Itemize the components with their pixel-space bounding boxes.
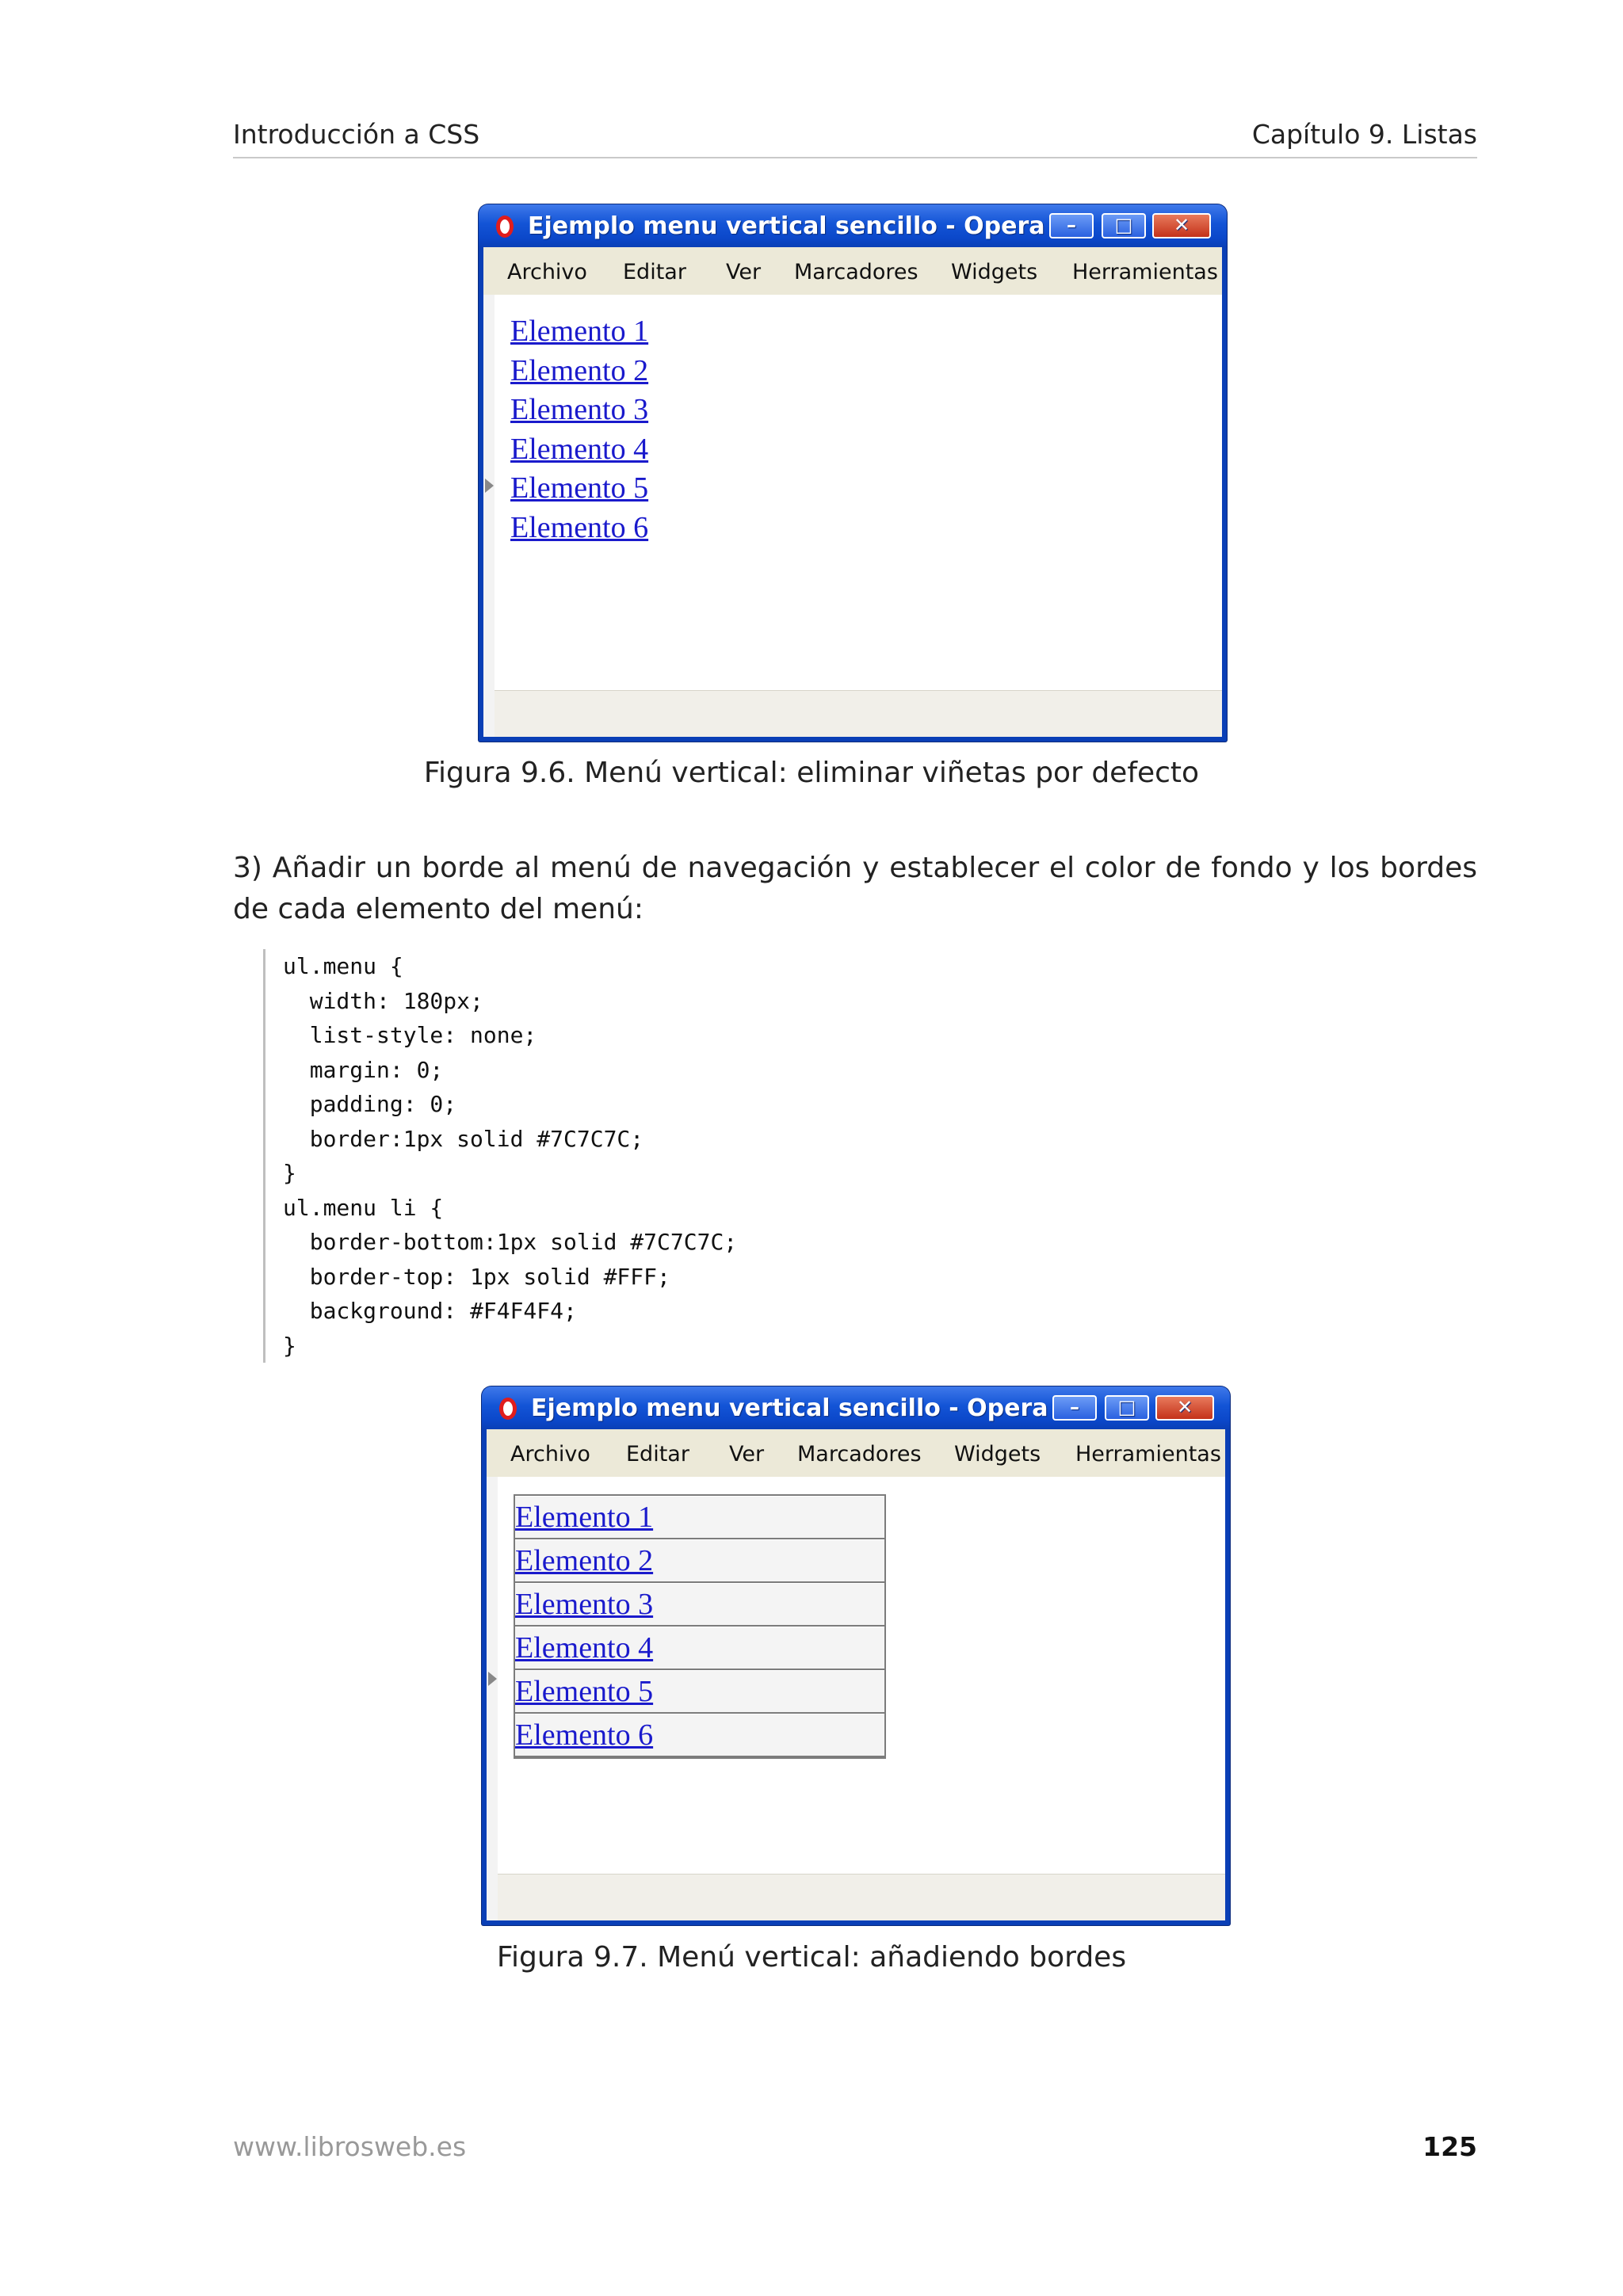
window-title: Ejemplo menu vertical sencillo - Opera — [531, 1394, 1048, 1422]
list-item[interactable]: Elemento 6 — [510, 510, 649, 544]
code-block — [263, 949, 737, 1363]
minimize-button[interactable]: – — [1049, 213, 1094, 238]
page-number: 125 — [1423, 2131, 1477, 2162]
panel-toggle-icon[interactable] — [488, 1672, 497, 1686]
maximize-button[interactable]: □ — [1102, 213, 1146, 238]
menu-bar — [487, 1429, 1225, 1477]
list-item[interactable]: Elemento 3 — [510, 393, 649, 427]
figure-2-caption: Figura 9.7. Menú vertical: añadiendo bordes — [496, 1941, 1127, 1974]
chapter-title: Capítulo 9. Listas — [1251, 119, 1477, 150]
menu-editar[interactable]: Editar — [623, 260, 686, 284]
menu-ver[interactable]: Ver — [729, 1442, 765, 1466]
browser-window-figure-2 — [482, 1386, 1230, 1925]
page-viewport — [487, 1477, 1225, 1920]
bordered-menu-list — [514, 1494, 886, 1759]
window-title: Ejemplo menu vertical sencillo - Opera — [528, 212, 1045, 240]
menu-archivo[interactable]: Archivo — [510, 1442, 590, 1466]
menu-herramientas[interactable]: Herramientas — [1075, 1442, 1221, 1466]
browser-window-figure-1 — [479, 204, 1227, 742]
list-item[interactable]: Elemento 2 — [510, 353, 649, 387]
menu-widgets[interactable]: Widgets — [951, 260, 1038, 284]
page-header — [233, 119, 1477, 158]
list-item[interactable]: Elemento 3 — [515, 1583, 884, 1627]
opera-logo-icon — [496, 215, 514, 238]
list-item[interactable]: Elemento 1 — [510, 315, 649, 348]
book-title: Introducción a CSS — [233, 119, 480, 150]
list-item[interactable]: Elemento 5 — [515, 1670, 884, 1714]
website-link[interactable]: www.librosweb.es — [233, 2131, 467, 2162]
title-bar[interactable] — [482, 1386, 1230, 1429]
list-item[interactable]: Elemento 4 — [510, 432, 649, 466]
page-viewport — [483, 295, 1222, 737]
menu-widgets[interactable]: Widgets — [954, 1442, 1041, 1466]
panel-toggle-icon[interactable] — [485, 479, 494, 493]
menu-herramientas[interactable]: Herramientas — [1072, 260, 1218, 284]
list-item[interactable]: Elemento 6 — [515, 1714, 884, 1757]
list-item[interactable]: Elemento 4 — [515, 1627, 884, 1670]
close-button[interactable]: ✕ — [1155, 1395, 1214, 1421]
panel-strip — [483, 295, 495, 737]
menu-list — [510, 312, 648, 548]
menu-bar — [483, 247, 1222, 295]
close-button[interactable]: ✕ — [1152, 213, 1211, 238]
title-bar[interactable] — [479, 204, 1227, 247]
list-item[interactable]: Elemento 1 — [515, 1496, 884, 1539]
list-item[interactable]: Elemento 2 — [515, 1539, 884, 1583]
status-bar — [495, 690, 1222, 737]
maximize-button[interactable]: □ — [1105, 1395, 1149, 1421]
status-bar — [498, 1874, 1225, 1920]
menu-marcadores[interactable]: Marcadores — [797, 1442, 922, 1466]
panel-strip — [487, 1477, 498, 1920]
menu-archivo[interactable]: Archivo — [507, 260, 587, 284]
menu-marcadores[interactable]: Marcadores — [794, 260, 918, 284]
body-paragraph: 3) Añadir un borde al menú de navegación y establecer el color de fondo y los bordes de cada elemento del menú: — [233, 852, 1477, 925]
code-listing: ul.menu { width: 180px; list-style: none; margin: 0; padding: 0; border:1px solid #7C7C7C; } ul.menu li { border-bottom:1px solid #7C7C7C; border-top: 1px solid #FFF; background: #F4F4F4; } — [283, 953, 738, 1359]
menu-ver[interactable]: Ver — [726, 260, 762, 284]
list-item[interactable]: Elemento 5 — [510, 471, 649, 505]
minimize-button[interactable]: – — [1052, 1395, 1097, 1421]
opera-logo-icon — [499, 1398, 517, 1420]
figure-1-caption: Figura 9.6. Menú vertical: eliminar viñetas por defecto — [423, 757, 1200, 789]
menu-editar[interactable]: Editar — [626, 1442, 689, 1466]
